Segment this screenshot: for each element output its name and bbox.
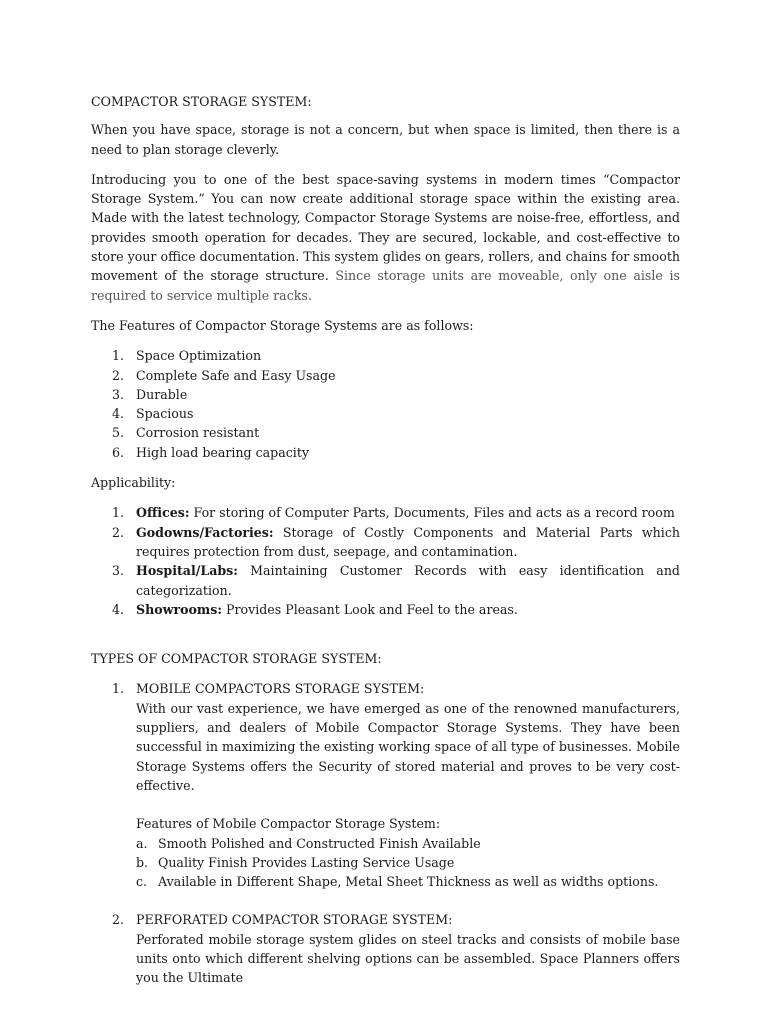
list-item-text: Quality Finish Provides Lasting Service Usage: [158, 854, 455, 870]
list-number: 4.: [112, 406, 125, 422]
list-number: 5.: [112, 425, 125, 441]
type-features-heading: Features of Mobile Compactor Storage System:: [136, 816, 441, 832]
list-item-text: Spacious: [136, 406, 194, 422]
list-item-text: High load bearing capacity: [136, 444, 310, 460]
list-item-text: Maintaining Customer Records with easy identification and categorization.: [136, 563, 680, 598]
list-item: [91, 404, 680, 423]
features-list: [91, 346, 680, 462]
intro-paragraph: When you have space, storage is not a concern, but when space is limited, then there is a need to plan storage cleverly.: [91, 122, 680, 157]
list-item: [91, 600, 680, 619]
list-item-text: Space Optimization: [136, 348, 262, 364]
description-paragraph: [91, 170, 680, 305]
list-item: [91, 523, 680, 562]
applicability-heading: Applicability:: [91, 475, 176, 491]
list-item-text: Durable: [136, 386, 188, 402]
list-item: [91, 423, 680, 442]
description-main-text: Introducing you to one of the best space-saving systems in modern times “Compactor Storage System.” You can now create additional storage space within the existing area. Made with the latest technology, Compactor Storage Systems are noise-free, effortless, and provides smooth operation for decades. They are secured, lockable, and cost-effective to store your office documentation. This system glides on gears, rollers, and chains for smooth movement of the storage structure.: [91, 171, 680, 284]
list-number: 2.: [112, 367, 125, 383]
list-item-text: Complete Safe and Easy Usage: [136, 367, 336, 383]
list-number: 3.: [112, 563, 125, 579]
description-gray-text: Since storage units are moveable, only one aisle is required to service multiple racks.: [91, 268, 680, 303]
types-heading: TYPES OF COMPACTOR STORAGE SYSTEM:: [91, 651, 382, 667]
list-item-text: Smooth Polished and Constructed Finish Available: [158, 835, 481, 851]
features-heading: The Features of Compactor Storage Systems are as follows:: [91, 317, 474, 333]
list-item-text: Available in Different Shape, Metal Sheet Thickness as well as widths options.: [158, 874, 659, 890]
list-item-term: Hospital/Labs:: [136, 563, 238, 579]
list-number: 2.: [112, 524, 125, 540]
list-item: [91, 561, 680, 600]
applicability-list: [91, 503, 680, 619]
list-item: [136, 834, 680, 853]
list-letter: a.: [136, 835, 148, 851]
type-title: MOBILE COMPACTORS STORAGE SYSTEM:: [136, 681, 425, 697]
type-features-list: [136, 834, 680, 892]
list-item-text: Storage of Costly Components and Material Parts which requires protection from dust, seepage, and contamination.: [136, 524, 680, 559]
list-number: 1.: [112, 505, 125, 521]
document-title: COMPACTOR STORAGE SYSTEM:: [91, 94, 312, 109]
list-item-text: Corrosion resistant: [136, 425, 260, 441]
type-body: Perforated mobile storage system glides on steel tracks and consists of mobile base units onto which different shelving options can be assembled. Space Planners offers you the Ultimate: [136, 931, 680, 986]
list-item-term: Offices:: [136, 505, 190, 521]
spacer: [136, 795, 680, 814]
list-number: 4.: [112, 601, 125, 617]
list-item-term: Showrooms:: [136, 601, 222, 617]
type-title: PERFORATED COMPACTOR STORAGE SYSTEM:: [136, 912, 453, 928]
type-item-perforated: [91, 910, 680, 987]
list-item: [91, 346, 680, 365]
list-item-text: For storing of Computer Parts, Documents, Files and acts as a record room: [193, 505, 675, 521]
list-item: [91, 385, 680, 404]
type-body: With our vast experience, we have emerged as one of the renowned manufacturers, suppliers, and dealers of Mobile Compactor Storage Systems. They have been successful in maximizing the existing working space of all type of businesses. Mobile Storage Systems offers the Security of stored material and proves to be very cost-effective.: [136, 700, 680, 793]
list-number: 6.: [112, 444, 125, 460]
list-number: 2.: [112, 912, 125, 928]
list-item: [136, 872, 680, 891]
list-item: [136, 853, 680, 872]
list-item: [91, 366, 680, 385]
list-number: 3.: [112, 386, 125, 402]
list-item: [91, 503, 680, 522]
list-number: 1.: [112, 348, 125, 364]
list-number: 1.: [112, 681, 125, 697]
type-item-mobile: [91, 679, 680, 891]
list-item-term: Godowns/Factories:: [136, 524, 274, 540]
list-item-text: Provides Pleasant Look and Feel to the areas.: [226, 601, 518, 617]
list-letter: c.: [136, 874, 148, 890]
list-item: [91, 443, 680, 462]
list-letter: b.: [136, 854, 149, 870]
